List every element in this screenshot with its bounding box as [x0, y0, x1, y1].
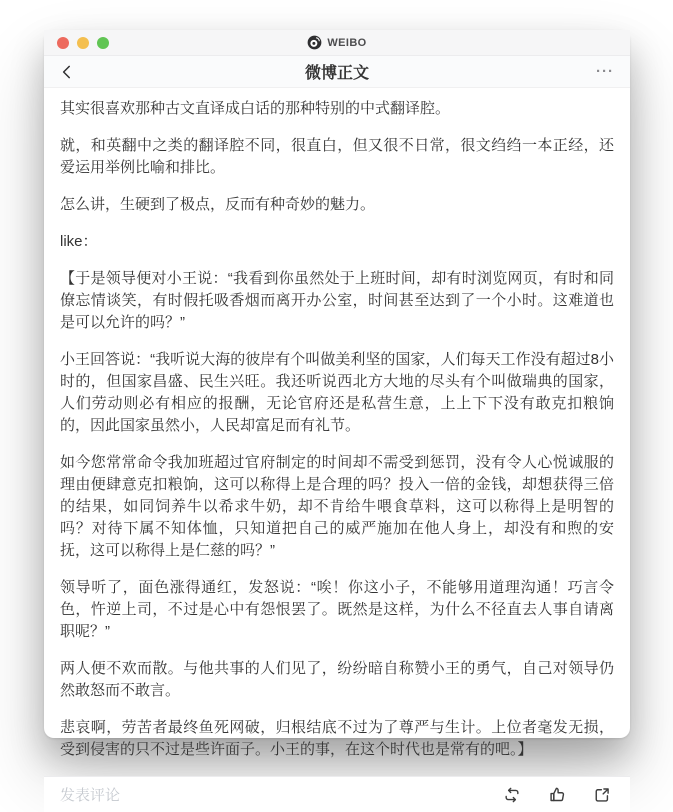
weibo-logo-icon — [307, 35, 322, 50]
post-actions — [502, 785, 612, 805]
page-title: 微博正文 — [304, 65, 369, 82]
app-name: WEIBO — [327, 36, 367, 49]
comment-input[interactable]: 发表评论 — [60, 787, 121, 804]
back-button[interactable] — [58, 56, 76, 87]
weibo-window — [44, 30, 630, 804]
close-window-button[interactable] — [57, 37, 69, 49]
post-paragraph: 其实很喜欢那种古文直译成白话的那种特别的中式翻译腔。 — [60, 100, 451, 117]
zoom-window-button[interactable] — [97, 37, 109, 49]
post-paragraph: 领导听了，面色涨得通红，发怒说：“唉！你这小子，不能够用道理沟通！巧言令色，忤逆上司，不过是心中有怨恨罢了。既然是这样，为什么不径直去人事自请离职呢？” — [60, 579, 614, 640]
post-paragraph: 两人便不欢而散。与他共事的人们见了，纷纷暗自称赞小王的勇气，自己对领导仍然敢怒而不敢言。 — [60, 660, 614, 699]
more-button[interactable]: ··· — [596, 63, 614, 80]
chevron-left-icon — [58, 63, 76, 81]
share-icon[interactable] — [592, 785, 612, 805]
repost-icon[interactable] — [502, 785, 522, 805]
traffic-lights — [57, 30, 109, 55]
post-paragraph: 【于是领导便对小王说：“我看到你虽然处于上班时间，却有时浏览网页，有时和同僚忘情谈笑，有时假托吸香烟而离开办公室，时间甚至达到了一个小时。这难道也是可以允许的吗？” — [60, 270, 614, 331]
post-paragraph: 悲哀啊，劳苦者最终鱼死网破，归根结底不过为了尊严与生计。上位者毫发无损，受到侵害的只不过是些许面子。小王的事，在这个时代也是常有的吧。】 — [60, 719, 614, 758]
titlebar-app-identity — [307, 35, 366, 50]
post-paragraph: 小王回答说：“我听说大海的彼岸有个叫做美利坚的国家，人们每天工作没有超过8小时的，但国家昌盛、民生兴旺。我还听说西北方大地的尽头有个叫做瑞典的国家，人们劳动则必有相应的报酬，无论官府还是私营生意，上上下下没有敢克扣粮饷的，因此国家虽然小，人民却富足而有礼节。 — [60, 351, 614, 434]
like-icon[interactable] — [547, 785, 567, 805]
titlebar — [44, 30, 630, 56]
post-content — [44, 88, 630, 776]
post-paragraph: 就，和英翻中之类的翻译腔不同，很直白，但又很不日常，很文绉绉一本正经，还爱运用举例比喻和排比。 — [60, 137, 614, 176]
navbar — [44, 56, 630, 88]
post-paragraph: 怎么讲，生硬到了极点，反而有种奇妙的魅力。 — [60, 196, 376, 213]
minimize-window-button[interactable] — [77, 37, 89, 49]
bottom-toolbar — [44, 776, 630, 812]
post-paragraph: 如今您常常命令我加班超过官府制定的时间却不需受到惩罚，没有令人心悦诚服的理由便肆意克扣粮饷，这可以称得上是合理的吗？投入一倍的金钱，却想获得三倍的结果，如同饲养牛以希求牛奶，却不肯给牛喂食草料，这可以称得上是明智的吗？对待下属不知体恤，只知道把自己的威严施加在他人身上，却没有和煦的安抚，这可以称得上是仁慈的吗？” — [60, 454, 614, 559]
post-paragraph: like： — [60, 233, 98, 250]
